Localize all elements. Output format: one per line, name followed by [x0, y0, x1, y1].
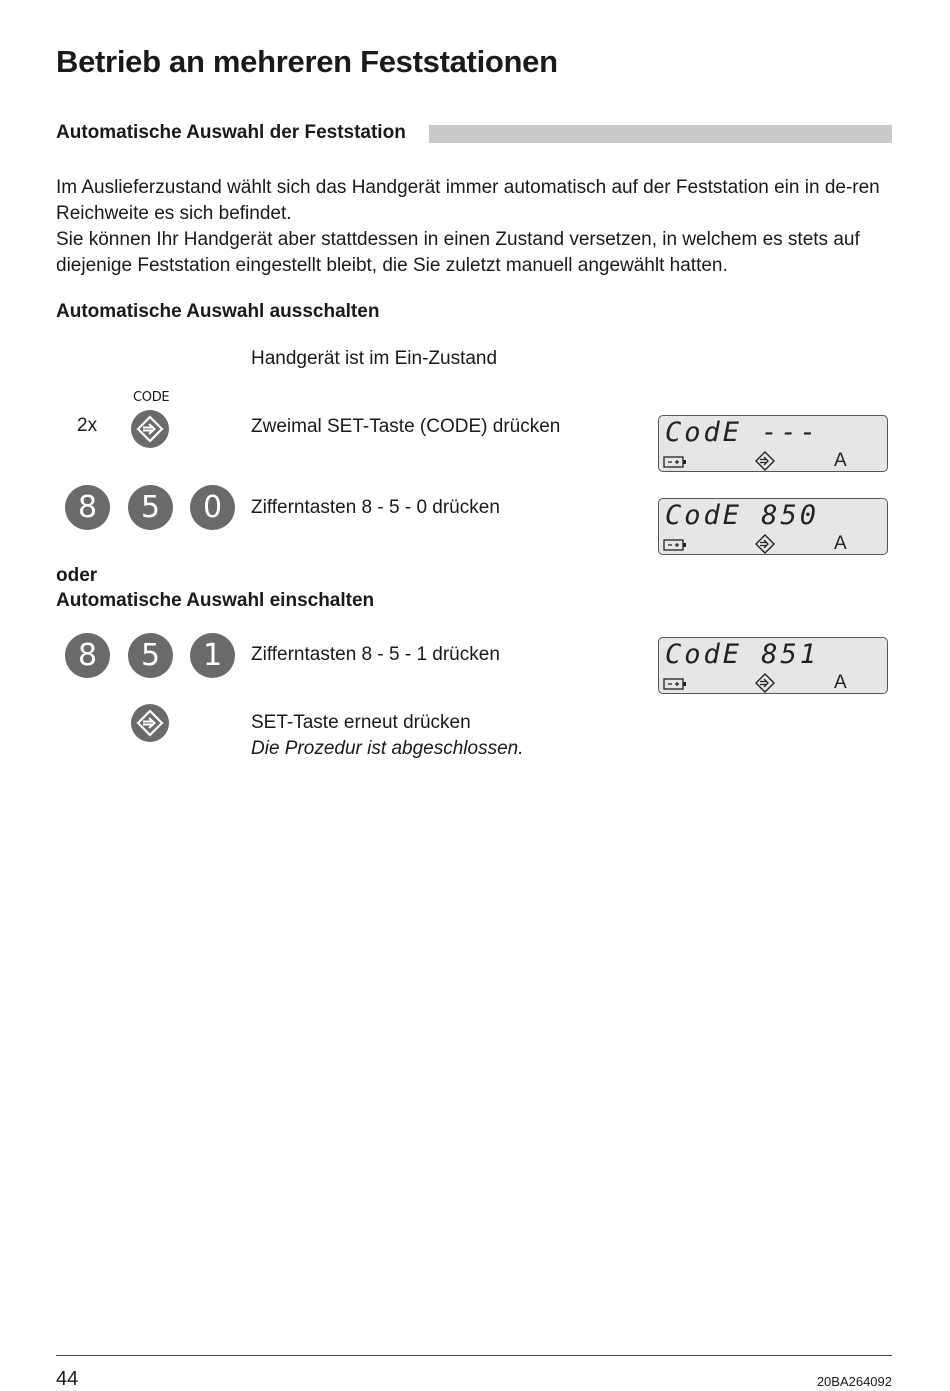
code-key-caption: CODE: [133, 390, 170, 405]
step-text-set-again: SET-Taste erneut drücken: [251, 712, 471, 733]
lcd-indicator: A: [834, 450, 847, 471]
step-text-set-twice: Zweimal SET-Taste (CODE) drücken: [251, 416, 561, 437]
footer-divider: [56, 1355, 892, 1356]
digit-key: 0: [190, 485, 235, 530]
section-heading: Automatische Auswahl der Feststation: [56, 122, 406, 143]
intro-paragraph-1: Im Auslieferzustand wählt sich das Handgerät immer automatisch auf der Feststation ein in de-ren Reichweite es sich befindet.: [56, 177, 880, 224]
battery-icon: [663, 455, 687, 473]
lcd-text: CodE ---: [665, 417, 820, 448]
repeat-count-label: 2x: [77, 415, 98, 436]
battery-icon: [663, 538, 687, 556]
lcd-text: CodE 850: [665, 500, 820, 531]
page-number: 44: [56, 1368, 79, 1390]
battery-icon: [663, 677, 687, 695]
set-arrow-icon: [755, 534, 775, 559]
lcd-indicator: A: [834, 533, 847, 554]
or-label: oder: [56, 565, 98, 586]
digit-key: 8: [65, 485, 110, 530]
step-precondition: Handgerät ist im Ein-Zustand: [251, 348, 498, 369]
page-title: Betrieb an mehreren Feststationen: [56, 44, 558, 79]
digit-key: 5: [128, 485, 173, 530]
subheading-off: Automatische Auswahl ausschalten: [56, 301, 380, 322]
digit-key: 8: [65, 633, 110, 678]
set-arrow-icon: [755, 451, 775, 476]
digit-key: 5: [128, 633, 173, 678]
step-text-digits-on: Zifferntasten 8 - 5 - 1 drücken: [251, 644, 500, 665]
lcd-indicator: A: [834, 672, 847, 693]
document-code: 20BA264092: [816, 1374, 892, 1389]
lcd-display: [658, 498, 888, 555]
step-note-complete: Die Prozedur ist abgeschlossen.: [251, 738, 524, 759]
digit-key: 1: [190, 633, 235, 678]
section-bar: [429, 125, 892, 143]
lcd-display: [658, 637, 888, 694]
set-key-icon: [131, 704, 169, 742]
set-arrow-icon: [755, 673, 775, 698]
lcd-display: [658, 415, 888, 472]
step-text-digits-off: Zifferntasten 8 - 5 - 0 drücken: [251, 497, 500, 518]
subheading-on: Automatische Auswahl einschalten: [56, 590, 375, 611]
set-key-icon: [131, 410, 169, 448]
lcd-text: CodE 851: [665, 639, 820, 670]
intro-paragraph-2: Sie können Ihr Handgerät aber stattdessen in einen Zustand versetzen, in welchem es stets auf diejenige Feststation eingestellt bleibt, die Sie zuletzt manuell angewählt hatten.: [56, 229, 860, 276]
